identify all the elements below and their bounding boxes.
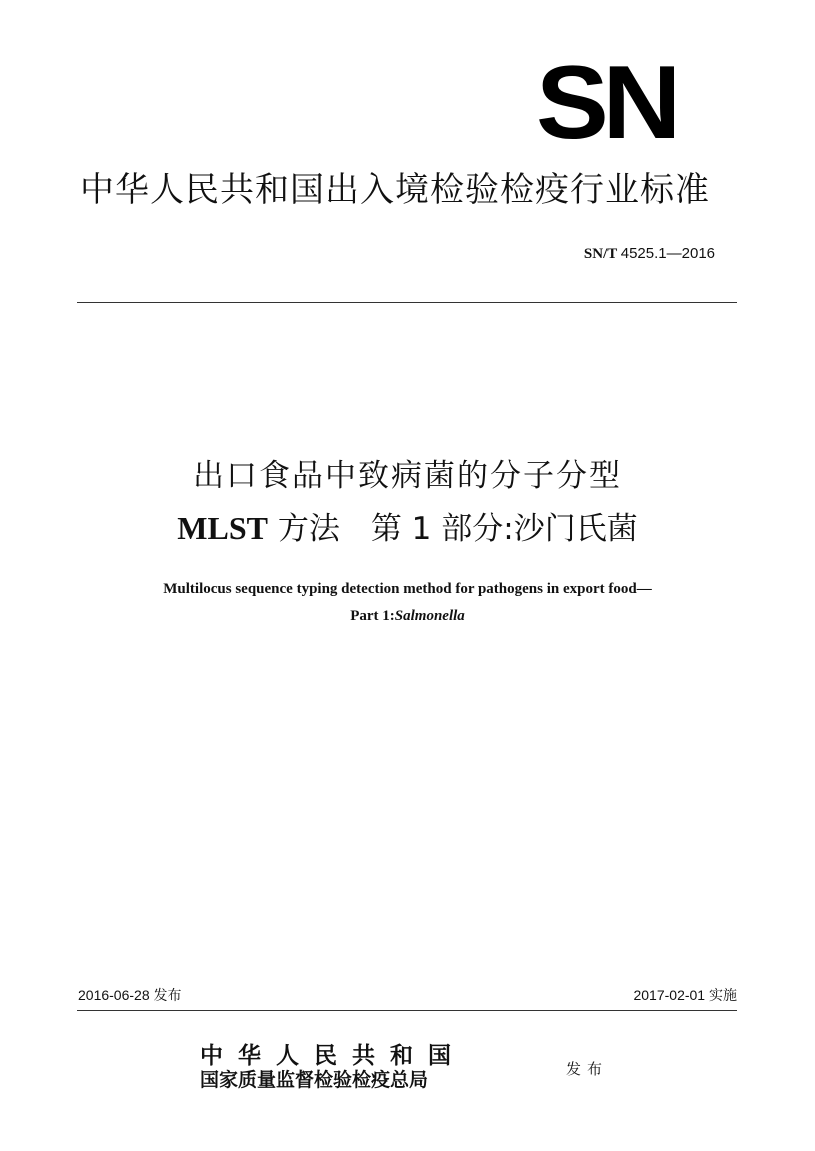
implementation-date: 2017-02-01 实施 xyxy=(633,987,737,1003)
title-en-line1: Multilocus sequence typing detection method for pathogens in export food— xyxy=(163,581,652,597)
header-divider xyxy=(77,302,737,303)
standard-number xyxy=(584,245,715,263)
sn-logo: SN xyxy=(536,45,676,161)
standard-prefix: SN/T xyxy=(583,246,617,262)
title-en-organism: Salmonella xyxy=(394,608,465,624)
title-cn-line2-rest: 方法 第 1 部分:沙门氏菌 xyxy=(277,511,638,547)
title-cn-line2-latin: MLST xyxy=(177,510,268,546)
issuer-line1: 中华人民共和国 xyxy=(200,1042,466,1069)
issue-date: 2016-06-28 发布 xyxy=(78,987,182,1003)
issuing-sector-title: 中华人民共和国出入境检验检疫行业标准 xyxy=(80,170,710,210)
issuer-line2: 国家质量监督检验检疫总局 xyxy=(200,1069,429,1091)
title-en-line2 xyxy=(0,606,815,626)
title-cn-line2 xyxy=(0,508,815,549)
footer-divider xyxy=(77,1010,737,1011)
title-cn-line1: 出口食品中致病菌的分子分型 xyxy=(193,458,622,494)
publish-label: 发布 xyxy=(566,1060,609,1078)
standard-code: 4525.1—2016 xyxy=(620,245,715,262)
title-en-part: Part 1: xyxy=(350,608,395,624)
